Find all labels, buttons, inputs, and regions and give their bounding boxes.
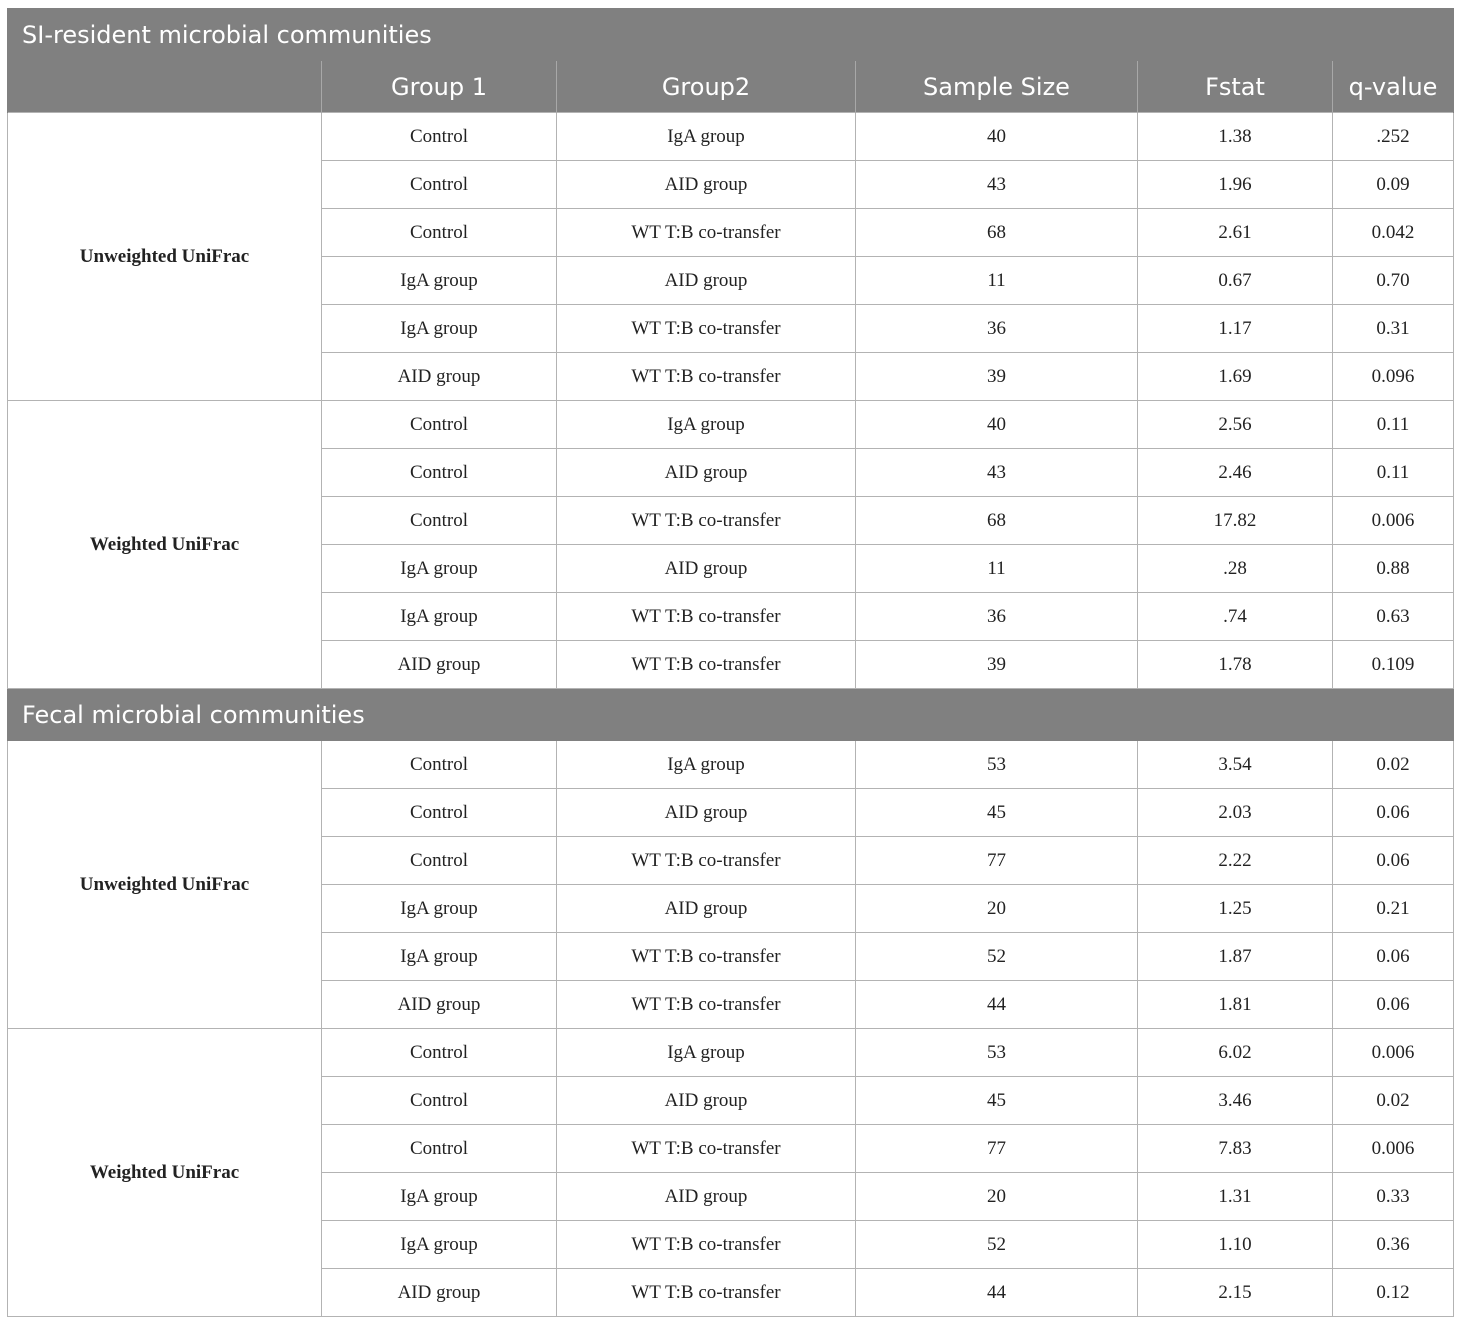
fstat-cell: 3.54 [1138, 741, 1333, 789]
group1-cell: Control [322, 209, 557, 257]
group2-cell: WT T:B co-transfer [557, 837, 856, 885]
group1-cell: IgA group [322, 885, 557, 933]
group1-cell: Control [322, 1077, 557, 1125]
group2-cell: WT T:B co-transfer [557, 641, 856, 689]
fstat-cell: 1.87 [1138, 933, 1333, 981]
group1-cell: IgA group [322, 1173, 557, 1221]
group2-cell: IgA group [557, 401, 856, 449]
group1-cell: AID group [322, 641, 557, 689]
group2-cell: WT T:B co-transfer [557, 593, 856, 641]
fstat-cell: 6.02 [1138, 1029, 1333, 1077]
q-value-cell: 0.11 [1333, 449, 1454, 497]
sample-size-cell: 36 [856, 305, 1138, 353]
sample-size-cell: 53 [856, 1029, 1138, 1077]
section-title: Fecal microbial communities [8, 689, 1454, 741]
sample-size-cell: 43 [856, 449, 1138, 497]
sample-size-cell: 77 [856, 1125, 1138, 1173]
group2-cell: AID group [557, 1173, 856, 1221]
q-value-cell: 0.88 [1333, 545, 1454, 593]
group1-cell: Control [322, 449, 557, 497]
permanova-table [7, 8, 1454, 1317]
sample-size-cell: 40 [856, 113, 1138, 161]
section-header-row [8, 9, 1454, 61]
fstat-cell: 1.69 [1138, 353, 1333, 401]
q-value-cell: 0.06 [1333, 981, 1454, 1029]
sample-size-cell: 53 [856, 741, 1138, 789]
group2-cell: WT T:B co-transfer [557, 1125, 856, 1173]
fstat-cell: 2.15 [1138, 1269, 1333, 1317]
fstat-cell: 3.46 [1138, 1077, 1333, 1125]
fstat-cell: 1.10 [1138, 1221, 1333, 1269]
column-header: Group2 [557, 61, 856, 113]
sample-size-cell: 52 [856, 1221, 1138, 1269]
group1-cell: IgA group [322, 545, 557, 593]
sample-size-cell: 68 [856, 209, 1138, 257]
group1-cell: IgA group [322, 1221, 557, 1269]
distance-metric-label: Unweighted UniFrac [8, 113, 322, 401]
q-value-cell: 0.06 [1333, 789, 1454, 837]
fstat-cell: 17.82 [1138, 497, 1333, 545]
sample-size-cell: 43 [856, 161, 1138, 209]
q-value-cell: 0.096 [1333, 353, 1454, 401]
group2-cell: WT T:B co-transfer [557, 209, 856, 257]
column-header: q-value [1333, 61, 1454, 113]
group2-cell: WT T:B co-transfer [557, 1221, 856, 1269]
column-header: Fstat [1138, 61, 1333, 113]
sample-size-cell: 20 [856, 885, 1138, 933]
q-value-cell: 0.006 [1333, 497, 1454, 545]
group1-cell: IgA group [322, 593, 557, 641]
permanova-table-container [7, 8, 1453, 1317]
group1-cell: Control [322, 1029, 557, 1077]
fstat-cell: 7.83 [1138, 1125, 1333, 1173]
fstat-cell: 2.61 [1138, 209, 1333, 257]
group2-cell: IgA group [557, 1029, 856, 1077]
fstat-cell: 1.81 [1138, 981, 1333, 1029]
fstat-cell: 1.17 [1138, 305, 1333, 353]
q-value-cell: 0.02 [1333, 1077, 1454, 1125]
group2-cell: AID group [557, 257, 856, 305]
sample-size-cell: 44 [856, 981, 1138, 1029]
fstat-cell: 2.03 [1138, 789, 1333, 837]
fstat-cell: 0.67 [1138, 257, 1333, 305]
group2-cell: WT T:B co-transfer [557, 933, 856, 981]
sample-size-cell: 39 [856, 353, 1138, 401]
table-row [8, 1029, 1454, 1077]
fstat-cell: 1.96 [1138, 161, 1333, 209]
group2-cell: WT T:B co-transfer [557, 305, 856, 353]
fstat-cell: 2.22 [1138, 837, 1333, 885]
q-value-cell: 0.21 [1333, 885, 1454, 933]
q-value-cell: 0.31 [1333, 305, 1454, 353]
q-value-cell: .252 [1333, 113, 1454, 161]
column-header: Sample Size [856, 61, 1138, 113]
group1-cell: Control [322, 497, 557, 545]
sample-size-cell: 20 [856, 1173, 1138, 1221]
sample-size-cell: 40 [856, 401, 1138, 449]
column-header: Group 1 [322, 61, 557, 113]
q-value-cell: 0.33 [1333, 1173, 1454, 1221]
table-row [8, 113, 1454, 161]
fstat-cell: 2.56 [1138, 401, 1333, 449]
fstat-cell: 1.25 [1138, 885, 1333, 933]
group2-cell: WT T:B co-transfer [557, 1269, 856, 1317]
q-value-cell: 0.06 [1333, 933, 1454, 981]
group1-cell: Control [322, 837, 557, 885]
section-title: SI-resident microbial communities [8, 9, 1454, 61]
fstat-cell: .74 [1138, 593, 1333, 641]
table-row [8, 741, 1454, 789]
sample-size-cell: 11 [856, 545, 1138, 593]
group1-cell: Control [322, 1125, 557, 1173]
q-value-cell: 0.006 [1333, 1125, 1454, 1173]
group2-cell: IgA group [557, 741, 856, 789]
sample-size-cell: 39 [856, 641, 1138, 689]
q-value-cell: 0.109 [1333, 641, 1454, 689]
sample-size-cell: 68 [856, 497, 1138, 545]
group1-cell: AID group [322, 981, 557, 1029]
table-row [8, 401, 1454, 449]
group2-cell: AID group [557, 545, 856, 593]
group2-cell: WT T:B co-transfer [557, 981, 856, 1029]
column-header-row [8, 61, 1454, 113]
q-value-cell: 0.63 [1333, 593, 1454, 641]
sample-size-cell: 52 [856, 933, 1138, 981]
group2-cell: AID group [557, 449, 856, 497]
group1-cell: IgA group [322, 933, 557, 981]
group1-cell: AID group [322, 1269, 557, 1317]
fstat-cell: 1.38 [1138, 113, 1333, 161]
q-value-cell: 0.11 [1333, 401, 1454, 449]
q-value-cell: 0.70 [1333, 257, 1454, 305]
group2-cell: IgA group [557, 113, 856, 161]
group1-cell: Control [322, 113, 557, 161]
sample-size-cell: 77 [856, 837, 1138, 885]
group1-cell: Control [322, 401, 557, 449]
group1-cell: Control [322, 161, 557, 209]
fstat-cell: 1.31 [1138, 1173, 1333, 1221]
fstat-cell: .28 [1138, 545, 1333, 593]
group1-cell: Control [322, 789, 557, 837]
group2-cell: AID group [557, 789, 856, 837]
group2-cell: WT T:B co-transfer [557, 497, 856, 545]
group1-cell: Control [322, 741, 557, 789]
group2-cell: AID group [557, 1077, 856, 1125]
sample-size-cell: 44 [856, 1269, 1138, 1317]
sample-size-cell: 45 [856, 1077, 1138, 1125]
q-value-cell: 0.36 [1333, 1221, 1454, 1269]
section-header-row [8, 689, 1454, 741]
q-value-cell: 0.006 [1333, 1029, 1454, 1077]
q-value-cell: 0.09 [1333, 161, 1454, 209]
distance-metric-label: Unweighted UniFrac [8, 741, 322, 1029]
fstat-cell: 1.78 [1138, 641, 1333, 689]
sample-size-cell: 45 [856, 789, 1138, 837]
group1-cell: IgA group [322, 305, 557, 353]
group2-cell: WT T:B co-transfer [557, 353, 856, 401]
fstat-cell: 2.46 [1138, 449, 1333, 497]
q-value-cell: 0.02 [1333, 741, 1454, 789]
q-value-cell: 0.06 [1333, 837, 1454, 885]
distance-metric-label: Weighted UniFrac [8, 401, 322, 689]
group2-cell: AID group [557, 161, 856, 209]
column-header [8, 61, 322, 113]
q-value-cell: 0.042 [1333, 209, 1454, 257]
sample-size-cell: 11 [856, 257, 1138, 305]
group1-cell: IgA group [322, 257, 557, 305]
distance-metric-label: Weighted UniFrac [8, 1029, 322, 1317]
group2-cell: AID group [557, 885, 856, 933]
sample-size-cell: 36 [856, 593, 1138, 641]
q-value-cell: 0.12 [1333, 1269, 1454, 1317]
group1-cell: AID group [322, 353, 557, 401]
